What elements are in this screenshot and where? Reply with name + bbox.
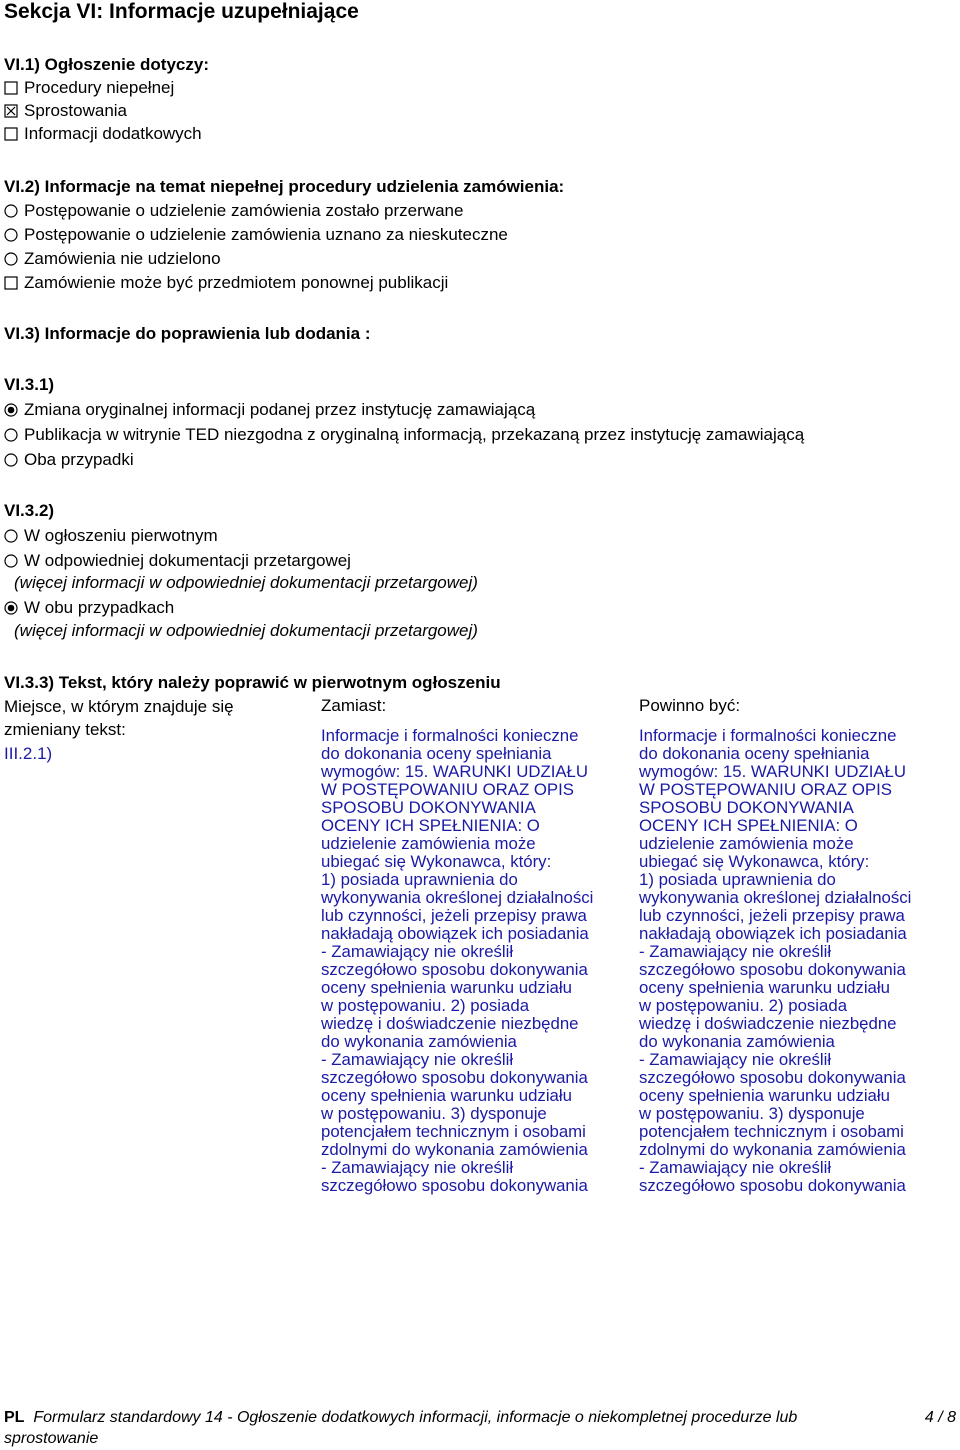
vi31-option-label: Zmiana oryginalnej informacji podanej przez instytucję zamawiającą [24, 400, 536, 419]
vi1-option-informacji[interactable] [4, 124, 202, 144]
radio-empty-icon [4, 554, 18, 568]
vi2-option-ponowna-publikacja[interactable] [4, 273, 448, 293]
vi1-option-label: Procedury niepełnej [24, 78, 175, 97]
footer-form-title: Formularz standardowy 14 - Ogłoszenie dodatkowych informacji, informacje o niekompletnej procedurze lub [33, 1409, 798, 1426]
checkbox-checked-icon [4, 104, 18, 118]
radio-empty-icon [4, 428, 18, 442]
vi2-option-label: Postępowanie o udzielenie zamówienia zostało przerwane [24, 201, 464, 220]
radio-empty-icon [4, 529, 18, 543]
vi1-option-sprostowania[interactable] [4, 101, 127, 121]
vi2-option-label: Postępowanie o udzielenie zamówienia uznano za nieskuteczne [24, 225, 508, 244]
vi32-option-pierwotnym[interactable] [4, 526, 218, 546]
vi1-option-label: Sprostowania [24, 101, 128, 120]
radio-empty-icon [4, 453, 18, 467]
vi32-note: (więcej informacji w odpowiedniej dokumentacji przetargowej) [14, 621, 478, 640]
checkbox-empty-icon [4, 127, 18, 141]
radio-empty-icon [4, 252, 18, 266]
section-title: Sekcja VI: Informacje uzupełniające [4, 0, 359, 23]
vi2-option-label: Zamówienie może być przedmiotem ponownej publikacji [24, 273, 449, 292]
vi2-option-label: Zamówienia nie udzielono [24, 249, 221, 268]
vi31-option-zmiana[interactable] [4, 400, 535, 420]
vi33-heading: VI.3.3) Tekst, który należy poprawić w pierwotnym ogłoszeniu [4, 673, 501, 692]
vi33-powinno-text: Informacje i formalności konieczne do dokonania oceny spełniania wymogów: 15. WARUNKI UDZIAŁU W POSTĘPOWANIU ORAZ OPIS SPOSOBU DOKONYWANIA OCENY ICH SPEŁNIENIA: O udzielenie zamówienia może ubiegać się Wykonawca, który: 1) posiada uprawnienia do wykonywania określonej działalności lub czynności, jeżeli przepisy prawa nakładają obowiązek ich posiadania - Zamawiający nie określił szczegółowo sposobu dokonywania oceny spełnienia warunku udziału w postępowaniu. 2) posiada wiedzę i doświadczenie niezbędne do wykonania zamówienia - Zamawiający nie określił szczegółowo sposobu dokonywania oceny spełnienia warunku udziału w postępowaniu. 3) dysponuje potencjałem technicznym i osobami zdolnymi do wykonania zamówienia - Zamawiający nie określił szczegółowo sposobu dokonywania [639, 726, 912, 1195]
vi1-option-procedury[interactable] [4, 78, 174, 98]
footer-lang: PL [4, 1409, 25, 1426]
vi33-zamiast-text: Informacje i formalności konieczne do dokonania oceny spełniania wymogów: 15. WARUNKI UDZIAŁU W POSTĘPOWANIU ORAZ OPIS SPOSOBU DOKONYWANIA OCENY ICH SPEŁNIENIA: O udzielenie zamówienia może ubiegać się Wykonawca, który: 1) posiada uprawnienia do wykonywania określonej działalności lub czynności, jeżeli przepisy prawa nakładają obowiązek ich posiadania - Zamawiający nie określił szczegółowo sposobu dokonywania oceny spełnienia warunku udziału w postępowaniu. 2) posiada wiedzę i doświadczenie niezbędne do wykonania zamówienia - Zamawiający nie określił szczegółowo sposobu dokonywania oceny spełnienia warunku udziału w postępowaniu. 3) dysponuje potencjałem technicznym i osobami zdolnymi do wykonania zamówienia - Zamawiający nie określił szczegółowo sposobu dokonywania [321, 726, 594, 1195]
radio-selected-icon [4, 601, 18, 615]
vi33-location-value: III.2.1) [4, 744, 53, 763]
vi31-heading: VI.3.1) [4, 375, 55, 394]
footer-form-title-line2: sprostowanie [4, 1430, 99, 1447]
vi3-heading: VI.3) Informacje do poprawienia lub dodania : [4, 324, 371, 343]
vi32-option-label: W odpowiedniej dokumentacji przetargowej [24, 551, 351, 570]
vi32-heading: VI.3.2) [4, 501, 55, 520]
vi32-option-label: W obu przypadkach [24, 598, 175, 617]
vi31-option-oba[interactable] [4, 450, 134, 470]
radio-selected-icon [4, 403, 18, 417]
vi33-location-label: Miejsce, w którym znajduje się zmieniany tekst: [4, 697, 234, 739]
vi31-option-publikacja-ted[interactable] [4, 425, 804, 445]
vi33-zamiast-label: Zamiast: [321, 696, 387, 715]
vi2-option-nieskuteczne[interactable] [4, 225, 508, 245]
vi2-option-nie-udzielono[interactable] [4, 249, 221, 269]
vi32-note: (więcej informacji w odpowiedniej dokumentacji przetargowej) [14, 573, 478, 592]
vi2-option-przerwane[interactable] [4, 201, 463, 221]
vi1-heading: VI.1) Ogłoszenie dotyczy: [4, 55, 209, 74]
vi32-option-dokumentacji[interactable] [4, 551, 351, 571]
radio-empty-icon [4, 228, 18, 242]
vi32-option-label: W ogłoszeniu pierwotnym [24, 526, 218, 545]
vi33-powinno-label: Powinno być: [639, 696, 741, 715]
vi32-option-obu[interactable] [4, 598, 174, 618]
footer-page-number: 4 / 8 [924, 1409, 956, 1426]
vi1-option-label: Informacji dodatkowych [24, 124, 202, 143]
footer-title [4, 1408, 797, 1428]
vi31-option-label: Publikacja w witrynie TED niezgodna z oryginalną informacją, przekazaną przez instytucję zamawiającą [24, 425, 805, 444]
vi31-option-label: Oba przypadki [24, 450, 134, 469]
checkbox-empty-icon [4, 276, 18, 290]
radio-empty-icon [4, 204, 18, 218]
vi2-heading: VI.2) Informacje na temat niepełnej procedury udzielenia zamówienia: [4, 177, 565, 196]
checkbox-empty-icon [4, 81, 18, 95]
